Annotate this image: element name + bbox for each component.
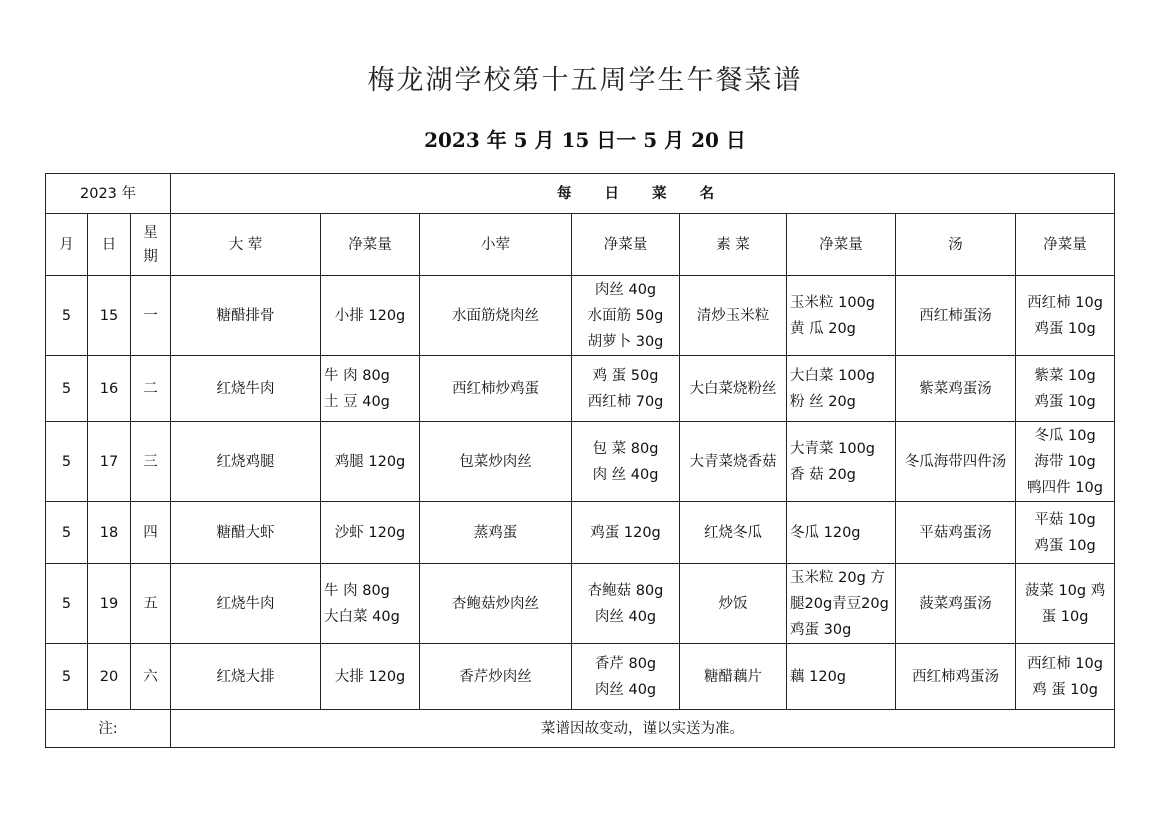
weekday-header-char: 期 <box>143 248 158 265</box>
day-cell: 16 <box>88 356 131 422</box>
small-dish-cell: 蒸鸡蛋 <box>420 502 572 564</box>
month-cell: 5 <box>46 502 88 564</box>
weekday-cell: 四 <box>131 502 171 564</box>
veg-qty-cell <box>787 644 896 710</box>
soup-qty-cell-line: 海带 10g <box>1034 453 1096 470</box>
day-header: 日 <box>88 214 131 276</box>
small-qty-cell-line: 鸡蛋 120g <box>590 524 661 541</box>
small-qty-cell-line: 肉丝 40g <box>594 281 657 298</box>
veg-dish-cell: 糖醋藕片 <box>680 644 787 710</box>
veg-qty-cell-line: 粉 丝 20g <box>790 393 856 410</box>
day-cell: 20 <box>88 644 131 710</box>
veg-dish-cell: 清炒玉米粒 <box>680 276 787 356</box>
veg-dish-header: 素 菜 <box>680 214 787 276</box>
main-dish-cell: 红烧牛肉 <box>171 564 321 644</box>
main-qty-cell-line: 大白菜 40g <box>324 608 400 625</box>
small-qty-cell-line: 肉丝 40g <box>594 608 657 625</box>
weekday-header <box>131 214 171 276</box>
small-dish-cell: 西红柿炒鸡蛋 <box>420 356 572 422</box>
veg-dish-cell: 大白菜烧粉丝 <box>680 356 787 422</box>
veg-qty-cell <box>787 502 896 564</box>
soup-qty-cell <box>1016 644 1115 710</box>
month-header: 月 <box>46 214 88 276</box>
soup-qty-cell-line: 西红柿 10g <box>1027 655 1103 672</box>
veg-qty-cell-line: 香 菇 20g <box>790 466 856 483</box>
soup-qty-cell <box>1016 502 1115 564</box>
small-dish-header: 小荤 <box>420 214 572 276</box>
small-qty-cell-line: 西红柿 70g <box>587 393 664 410</box>
small-qty-cell <box>572 564 680 644</box>
main-qty-cell-line: 牛 肉 80g <box>324 582 390 599</box>
month-cell: 5 <box>46 356 88 422</box>
veg-dish-cell: 炒饭 <box>680 564 787 644</box>
veg-qty-cell-line: 玉米粒 20g 方 <box>790 569 885 586</box>
main-qty-cell-line: 小排 120g <box>334 307 406 324</box>
year-header: 2023 年 <box>46 174 171 214</box>
menu-row <box>46 422 1115 502</box>
menu-row <box>46 276 1115 356</box>
soup-qty-cell-line: 鸭四件 10g <box>1027 479 1103 496</box>
main-dish-cell: 糖醋大虾 <box>171 502 321 564</box>
month-cell: 5 <box>46 564 88 644</box>
main-qty-cell <box>321 564 420 644</box>
soup-qty-cell <box>1016 564 1115 644</box>
weekday-cell: 二 <box>131 356 171 422</box>
menu-table <box>45 173 1115 748</box>
main-qty-cell-line: 土 豆 40g <box>324 393 390 410</box>
soup-qty-cell-line: 鸡蛋 10g <box>1034 537 1096 554</box>
small-dish-cell: 包菜炒肉丝 <box>420 422 572 502</box>
note-text: 菜谱因故变动，谨以实送为准。 <box>171 710 1115 748</box>
small-dish-cell: 水面筋烧肉丝 <box>420 276 572 356</box>
day-cell: 15 <box>88 276 131 356</box>
veg-qty-cell <box>787 422 896 502</box>
main-dish-cell: 糖醋排骨 <box>171 276 321 356</box>
small-qty-cell-line: 杏鲍菇 80g <box>587 582 664 599</box>
small-qty-cell <box>572 502 680 564</box>
weekday-cell: 三 <box>131 422 171 502</box>
month-cell: 5 <box>46 644 88 710</box>
veg-qty-cell-line: 鸡蛋 30g <box>790 621 852 638</box>
veg-dish-cell: 大青菜烧香菇 <box>680 422 787 502</box>
main-qty-header: 净菜量 <box>321 214 420 276</box>
soup-qty-cell-line: 西红柿 10g <box>1027 294 1103 311</box>
month-cell: 5 <box>46 422 88 502</box>
veg-qty-cell <box>787 564 896 644</box>
date-range: 2023 年 5 月 15 日一 5 月 20 日 <box>424 128 746 152</box>
soup-cell: 冬瓜海带四件汤 <box>896 422 1016 502</box>
veg-qty-cell-line: 大白菜 100g <box>790 367 876 384</box>
veg-qty-cell-line: 冬瓜 120g <box>790 524 861 541</box>
header-row-columns <box>46 214 1115 276</box>
weekday-cell: 六 <box>131 644 171 710</box>
small-qty-cell-line: 水面筋 50g <box>587 307 664 324</box>
header-row-top <box>46 174 1115 214</box>
veg-qty-cell-line: 腿20g青豆20g <box>790 595 889 612</box>
note-row <box>46 710 1115 748</box>
veg-qty-cell-line: 玉米粒 100g <box>790 294 876 311</box>
veg-dish-cell: 红烧冬瓜 <box>680 502 787 564</box>
main-qty-cell <box>321 276 420 356</box>
main-dish-header: 大 荤 <box>171 214 321 276</box>
main-dish-cell: 红烧鸡腿 <box>171 422 321 502</box>
veg-qty-cell-line: 黄 瓜 20g <box>790 320 856 337</box>
main-qty-cell <box>321 644 420 710</box>
soup-qty-cell <box>1016 422 1115 502</box>
soup-qty-cell-line: 冬瓜 10g <box>1034 427 1096 444</box>
main-qty-cell-line: 大排 120g <box>334 668 406 685</box>
soup-qty-cell-line: 紫菜 10g <box>1034 367 1096 384</box>
soup-cell: 菠菜鸡蛋汤 <box>896 564 1016 644</box>
menu-row <box>46 502 1115 564</box>
veg-qty-cell <box>787 276 896 356</box>
veg-qty-cell-line: 大青菜 100g <box>790 440 876 457</box>
menu-row <box>46 644 1115 710</box>
soup-qty-cell-line: 蛋 10g <box>1041 608 1089 625</box>
day-cell: 19 <box>88 564 131 644</box>
main-qty-cell <box>321 422 420 502</box>
soup-qty-cell <box>1016 276 1115 356</box>
soup-qty-cell <box>1016 356 1115 422</box>
main-qty-cell-line: 沙虾 120g <box>334 524 406 541</box>
soup-cell: 西红柿蛋汤 <box>896 276 1016 356</box>
soup-qty-cell-line: 平菇 10g <box>1034 511 1096 528</box>
veg-qty-cell-line: 藕 120g <box>790 668 847 685</box>
soup-qty-cell-line: 菠菜 10g 鸡 <box>1024 582 1106 599</box>
soup-cell: 紫菜鸡蛋汤 <box>896 356 1016 422</box>
small-qty-cell-line: 包 菜 80g <box>592 440 659 457</box>
soup-header: 汤 <box>896 214 1016 276</box>
veg-qty-header: 净菜量 <box>787 214 896 276</box>
weekday-cell: 五 <box>131 564 171 644</box>
main-qty-cell-line: 牛 肉 80g <box>324 367 390 384</box>
main-qty-cell <box>321 502 420 564</box>
main-qty-cell-line: 鸡腿 120g <box>334 453 406 470</box>
month-cell: 5 <box>46 276 88 356</box>
small-qty-cell <box>572 422 680 502</box>
small-dish-cell: 香芹炒肉丝 <box>420 644 572 710</box>
day-cell: 17 <box>88 422 131 502</box>
small-qty-header: 净菜量 <box>572 214 680 276</box>
small-qty-cell-line: 香芹 80g <box>594 655 657 672</box>
soup-qty-cell-line: 鸡蛋 10g <box>1034 320 1096 337</box>
page-title: 梅龙湖学校第十五周学生午餐菜谱 <box>367 65 803 96</box>
weekday-cell: 一 <box>131 276 171 356</box>
day-cell: 18 <box>88 502 131 564</box>
soup-qty-cell-line: 鸡蛋 10g <box>1034 393 1096 410</box>
small-qty-cell <box>572 276 680 356</box>
soup-qty-header: 净菜量 <box>1016 214 1115 276</box>
small-qty-cell-line: 肉丝 40g <box>594 681 657 698</box>
veg-qty-cell <box>787 356 896 422</box>
soup-qty-cell-line: 鸡 蛋 10g <box>1032 681 1098 698</box>
small-qty-cell <box>572 644 680 710</box>
small-dish-cell: 杏鲍菇炒肉丝 <box>420 564 572 644</box>
soup-cell: 西红柿鸡蛋汤 <box>896 644 1016 710</box>
weekday-header-char: 星 <box>143 224 158 241</box>
soup-cell: 平菇鸡蛋汤 <box>896 502 1016 564</box>
daily-menu-header: 每 日 菜 名 <box>171 174 1115 214</box>
small-qty-cell <box>572 356 680 422</box>
small-qty-cell-line: 肉 丝 40g <box>592 466 659 483</box>
main-qty-cell <box>321 356 420 422</box>
small-qty-cell-line: 鸡 蛋 50g <box>592 367 659 384</box>
small-qty-cell-line: 胡萝卜 30g <box>587 333 664 350</box>
main-dish-cell: 红烧大排 <box>171 644 321 710</box>
menu-row <box>46 564 1115 644</box>
menu-row <box>46 356 1115 422</box>
main-dish-cell: 红烧牛肉 <box>171 356 321 422</box>
note-label: 注: <box>46 710 171 748</box>
